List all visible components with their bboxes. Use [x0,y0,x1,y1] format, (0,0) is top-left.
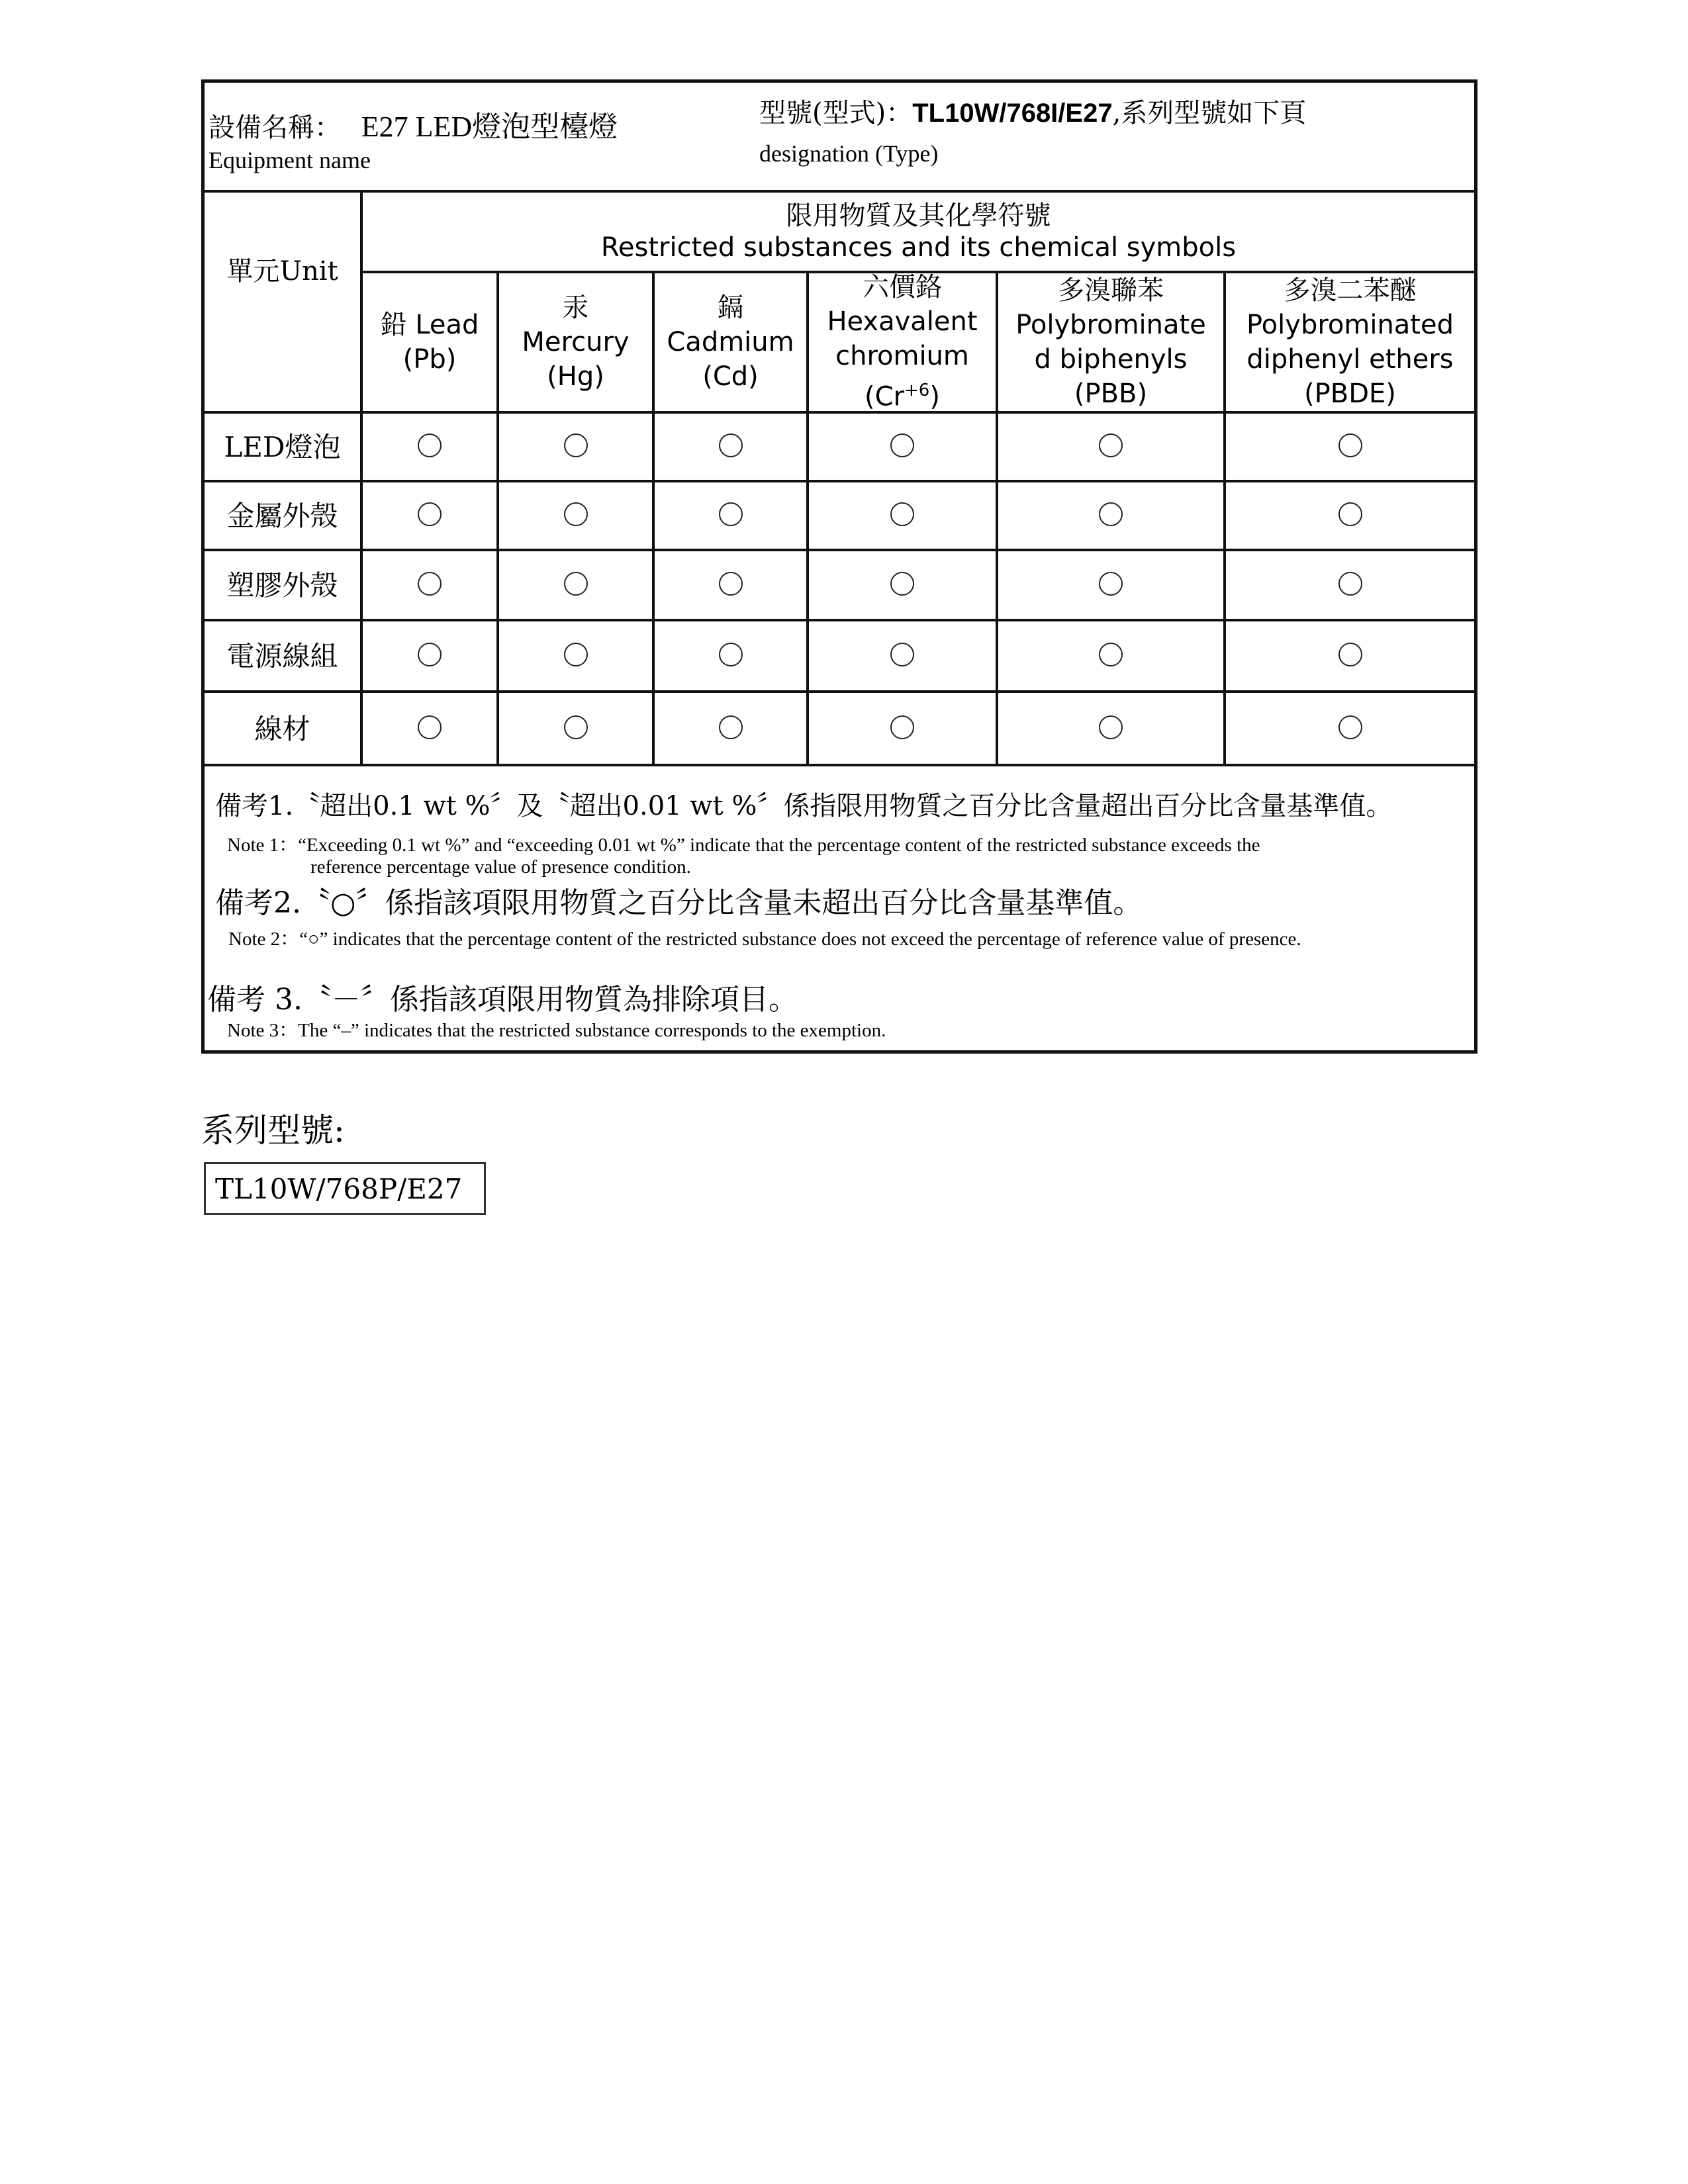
substance-header-cadmium: 鎘 Cadmium (Cd) [667,293,794,392]
table-cell [363,621,496,688]
not-exceeding-circle-mark [1338,433,1362,457]
not-exceeding-circle-mark [564,572,588,596]
rohs-declaration-table [201,79,1477,1054]
not-exceeding-circle-mark [564,643,588,666]
not-exceeding-circle-mark [890,502,914,526]
note-3-en: Note 3：The “–” indicates that the restricted substance corresponds to the exemption. [227,1020,886,1041]
table-cell [363,482,496,546]
restricted-substances-header: 限用物質及其化學符號 Restricted substances and its chemical symbols [600,201,1237,263]
row-unit-label: 線材 [254,712,310,745]
equipment-name-label: 設備名稱： E27 LED燈泡型檯燈 [209,111,618,143]
table-cell [998,414,1223,477]
not-exceeding-circle-mark [418,572,442,596]
table-cell [499,551,652,616]
table-cell [809,693,996,761]
not-exceeding-circle-mark [1099,433,1123,457]
substance-header-hexavalent-chromium: 六價鉻 Hexavalent chromium $(Cr^{+6})$ [827,272,978,412]
table-cell [809,551,996,616]
table-cell [809,414,996,477]
substance-header-mercury: 汞 Mercury (Hg) [522,293,630,392]
note-1-en: Note 1：“Exceeding 0.1 wt %” and “exceeding 0.01 wt %” indicate that the percentage content of the restricted substance exceeds the [227,835,1260,856]
not-exceeding-circle-mark [1338,643,1362,666]
table-cell [363,551,496,616]
not-exceeding-circle-mark [1099,643,1123,666]
series-model-box: TL10W/768P/E27 [204,1162,486,1215]
table-cell [655,551,806,616]
not-exceeding-circle-mark [564,433,588,457]
table-cell [655,621,806,688]
substance-header-pbb: 多溴聯苯 Polybrominate d biphenyls (PBB) [1015,275,1206,409]
table-cell [998,621,1223,688]
table-cell [1226,621,1474,688]
table-cell [655,693,806,761]
not-exceeding-circle-mark [1338,502,1362,526]
table-cell [499,621,652,688]
notes-section [205,766,1474,1050]
document-header [205,83,1474,193]
series-models-label: 系列型號: [201,1111,345,1150]
table-cell [998,693,1223,761]
note-1-en-continued: reference percentage value of presence condition. [310,856,691,878]
not-exceeding-circle-mark [418,502,442,526]
model-designation-value: TL10W/768I/E27 [912,99,1113,128]
table-cell [809,482,996,546]
table-cell [1226,551,1474,616]
table-cell [1226,693,1474,761]
not-exceeding-circle-mark [890,715,914,739]
not-exceeding-circle-mark [890,572,914,596]
unit-column-header: 單元Unit [226,255,338,287]
not-exceeding-circle-mark [418,715,442,739]
table-cell [363,693,496,761]
row-unit-label: 金屬外殼 [226,500,338,532]
table-cell [998,551,1223,616]
equipment-name-label-en: Equipment name [209,147,371,173]
note-1-zh: 備考1.〝超出0.1 wt %〞及〝超出0.01 wt %〞係指限用物質之百分比含量超出百分比含量基準值。 [215,791,1393,821]
substance-header-pbde: 多溴二苯醚 Polybrominated diphenyl ethers (PBDE) [1246,275,1454,409]
not-exceeding-circle-mark [890,433,914,457]
not-exceeding-circle-mark [564,502,588,526]
table-cell [1226,414,1474,477]
not-exceeding-circle-mark [1099,715,1123,739]
not-exceeding-circle-mark [719,433,743,457]
table-cell [655,482,806,546]
table-cell [499,482,652,546]
table-cell [1226,482,1474,546]
substance-header-lead: 鉛 Lead (Pb) [380,310,479,375]
not-exceeding-circle-mark [1099,502,1123,526]
table-cell [363,414,496,477]
table-cell [998,482,1223,546]
not-exceeding-circle-mark [890,643,914,666]
not-exceeding-circle-mark [719,572,743,596]
not-exceeding-circle-mark [1338,715,1362,739]
not-exceeding-circle-mark [719,502,743,526]
model-designation-label-en: designation (Type) [759,140,939,167]
not-exceeding-circle-mark [1099,572,1123,596]
row-unit-label: 電源線組 [226,640,338,672]
row-unit-label: 塑膠外殼 [226,569,338,602]
not-exceeding-circle-mark [564,715,588,739]
table-cell [499,693,652,761]
table-cell [499,414,652,477]
row-unit-label: LED燈泡 [224,431,341,463]
note-2-zh: 備考2.〝○〞係指該項限用物質之百分比含量未超出百分比含量基準值。 [215,886,1143,920]
table-cell [655,414,806,477]
not-exceeding-circle-mark [418,433,442,457]
not-exceeding-circle-mark [719,643,743,666]
model-designation-label: 型號(型式)：TL10W/768I/E27,系列型號如下頁 [759,98,1307,128]
not-exceeding-circle-mark [418,643,442,666]
not-exceeding-circle-mark [719,715,743,739]
not-exceeding-circle-mark [1338,572,1362,596]
note-3-zh: 備考 3.〝－〞係指該項限用物質為排除項目。 [207,983,798,1017]
table-cell [809,621,996,688]
note-2-en: Note 2：“○” indicates that the percentage content of the restricted substance does not exceed the percentage of reference value of presence. [228,929,1301,950]
equipment-name-value: E27 LED燈泡型檯燈 [361,111,618,143]
